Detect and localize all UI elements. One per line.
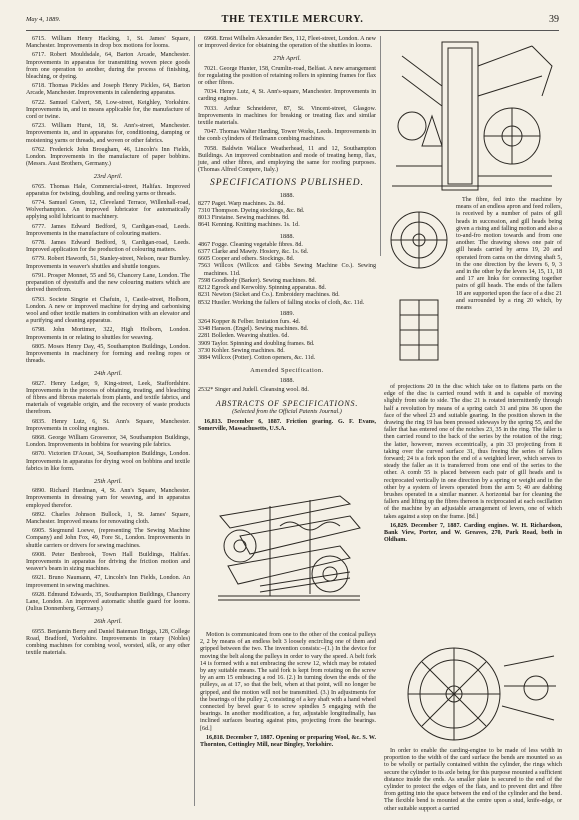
entries-26-april-cont xyxy=(198,36,376,50)
specification-line: 8277 Paget. Warp machines. 2s. 8d. xyxy=(198,200,285,207)
specification-line: 3264 Kopper & Felber. Imitation furs. 4d. xyxy=(198,318,301,325)
patent-entry: 6722. Samuel Calvert, 58, Low-street, Keighley, Yorkshire. Improvements in, and in means applicable for, the manufacture of cord or twine. xyxy=(26,99,190,121)
specification-line: 6605 Cooper and others. Stockings. 8d. xyxy=(198,256,295,263)
specification-line: 8532 Hustler. Working the fallers of falling stocks of cloth, &c. 11d. xyxy=(198,299,365,306)
patent-entry: 6765. Thomas Hale, Commercial-street, Halifax. Improved apparatus for twisting, doubling, and reeling yarns or threads. xyxy=(26,183,190,197)
patent-entry: 6774. Samuel Green, 12, Cleveland Terrace, Willenhall-road, Wolverhampton. An improved lubricator for automatically applying solid lubricant to machinery. xyxy=(26,200,190,221)
patent-entry: 6777. James Edward Bedford, 9, Cardigan-road, Leeds. Improvements in the manufacture of colouring matters. xyxy=(26,223,190,237)
friction-gearing-figure xyxy=(200,476,376,626)
patent-entry: 6870. Victorien D'Aoust, 34, Southampton Buildings, London. Improvements in apparatus for drying wool on bobbins and textile fabrics in like form. xyxy=(26,451,190,472)
year-heading: 1888. xyxy=(279,191,295,199)
year-heading: 1889. xyxy=(279,309,295,317)
publication-title: THE TEXTILE MERCURY. xyxy=(221,14,364,25)
patent-entry: 6827. Henry Ledger, 9, King-street, Leek, Staffordshire. Improvements in the process of obtaining, treating, and bleaching of fibres and fibrous materials from plants, and textile fabrics, and materials of vegetable origin, and the recovery of waste products therefrom. xyxy=(26,380,190,416)
section-25-april: 25th April. xyxy=(93,477,123,485)
specification-line: 3730 Kohler. Sewing machines. 8d. xyxy=(198,347,285,354)
patent-entry: 6805. Moses Henry Day, 45, Southampton Buildings, London. Improvements in machinery for forming and reeling ropes or threads. xyxy=(26,343,190,365)
patent-entry: 6715. William Henry Hacking, 1, St. James' Square, Manchester. Improvements in drop box motions for looms. xyxy=(26,36,190,50)
column-right-continuation xyxy=(384,384,562,546)
year-heading: 1888. xyxy=(279,377,295,385)
patent-entry: 6890. Richard Hardman, 4, St. Ann's Square, Manchester. Improvements in dressing yarn for weaving, and in apparatus employed therefor. xyxy=(26,488,190,509)
specifications-heading: SPECIFICATIONS PUBLISHED. xyxy=(210,178,364,189)
gill-box-continuation: of projections 20 in the disc which take on to flattens parts on the edge of the disc is carried round with it and is capable of moving slightly from side to side. The disc 21 is rotated intermittently through half a revolution by means of a spring catch 31 and pins 36 upon the face of the wheel 23 and suitable gearing. In the position shown in the drawing the ring 19 has been pressed sideways by the spring 55, and the faller that has entered one of the notches 23, 35 in the ring. The faller is then carried round to the back of the series by the rotation of the ring; the latter, however, moves eccentrically, a pin 33 projecting from it taking over the curved surface 31, thus freeing the series of fallers forward; 24 is a fork upon the end of a weighted lever, which serves to steady the faller as it is transferred from one end of the series to the other. A comb 55 is placed between each pair of gill heads and is reciprocated vertically in one direction by a spring or weight and in the other by a system of levers operated from the arm 5; 40 are dabbing brushes operated in a similar manner. A horizontal bar for cleaning the fallers and lifting up the fibres thereon is reciprocated at each oscillation of the machine by an adjustable arrangement of levers, one of which takes against a stop on the frame. [8d.] xyxy=(384,384,562,520)
entries-26-april xyxy=(26,629,190,658)
disc-detail-figure xyxy=(384,200,454,380)
entries-27-april xyxy=(198,66,376,175)
entries-22-april xyxy=(26,36,190,168)
abstract-entry-16818: 16,818. December 7, 1887. Opening or preparing Wool, &c. S. W. Thornton, Cottingley Mill, near Bingley, Yorkshire. xyxy=(200,734,376,749)
specs-list-1889 xyxy=(198,319,376,362)
section-24-april: 24th April. xyxy=(93,370,123,378)
specification-line: 6377 Clarke and Mawty. Hosiery, &c. 1s. 6d. xyxy=(198,249,309,256)
abstracts-subheading: (Selected from the Official Patents Journal.) xyxy=(232,407,342,415)
patent-entry: 6779. Robert Haworth, 51, Stanley-street, Nelson, near Burnley. Improvements in weaver's shuttles and shuttle tongues. xyxy=(26,256,190,270)
issue-date: May 4, 1889. xyxy=(26,16,61,23)
gill-box-description xyxy=(456,197,562,314)
patent-entry: 6778. James Edward Bedford, 9, Cardigan-road, Leeds. Improved application for the production of colouring matters. xyxy=(26,240,190,254)
patent-entry: 6718. Thomas Pickles and Joseph Henry Pickles, 64, Barton Arcade, Manchester. Improvements in calendering apparatus. xyxy=(26,83,190,97)
gill-box-paragraph: The fibre, fed into the machine by means of an endless apron and feed rollers, is received by a number of pairs of gill heads in succession, and gill heads being given a rising and falling motion and also a to-and-fro motion towards and from one another. The drawing shows one pair of gill heads carried by arms 19, 20 and operated from cams on the driving shaft 5, in the one direction by the levers 6, 9, 3 and in the other by the levers 14, 15, 11, 18 and 17 are links for connecting together pairs of gill heads. The ends of the fallers 18 are supported upon the face of a disc 21 and surrounded by a ring 20 which, by means xyxy=(456,197,562,312)
carding-engine-description xyxy=(384,748,562,815)
page-number: 39 xyxy=(549,14,559,25)
entries-25-april xyxy=(26,488,190,613)
patent-entry: 6793. Societe Singrie et Chafuin, 1, Castle-street, Holborn, London. A new or improved machine for drying and carbonising wool and other textile matters in combination with an elevator and a purifying and cleaning apparatus. xyxy=(26,296,190,325)
specification-line: 3884 Willcox (Potter). Cotton openers, &c. 11d. xyxy=(198,354,316,361)
patent-entry: 6892. Charles Johnson Bullock, 1, St. James' Square, Manchester. Improved means for renovating cloth. xyxy=(26,511,190,525)
patent-entry: 6921. Bruno Naumann, 47, Lincoln's Inn Fields, London. An improvement in sewing machines. xyxy=(26,575,190,589)
carding-paragraph: In order to enable the carding-engine to be made of less width in proportion to the width of the card surface the bends are mounted so as to be wholly or partially contained within the cylinder, the rings which secure the cylinder to its axle being for this purpose mounted a sufficient distance inside the ends. As smaller plate is secured to the end of the cylinder to protect the edges of the flats, and to prevent dirt and fibre from getting into the space between the end of the cylinder and the bend. The flexible bend is mounted at the centre upon a stud, knife-edge, or other suitable support a carried xyxy=(384,748,562,812)
specification-line: 8641 Kenning. Knitting machines. 1s. 1d. xyxy=(198,222,300,229)
patent-entry: 6955. Benjamin Berry and Daniel Bateman Briggs, 128, College Road, Bradford, Yorkshire. Improvements in rotary (Nobles) combing machines for combing wool, worsted, silk, or any other textile materials. xyxy=(26,628,190,657)
amended-heading: Amended Specification. xyxy=(250,367,324,375)
specification-line: 8212 Egrock and Kerwoltiy. Spinning apparatus. 8d. xyxy=(198,285,327,292)
abstract-entry-16829: 16,829. December 7, 1887. Carding engines. W. H. Richardson, Bank View, Porter, and W. Greaves, 270, Park Road, both in Oldham. xyxy=(384,522,562,544)
specification-line: 7598 Goodbody (Barker). Sewing machines. 8d. xyxy=(198,277,317,284)
column-divider xyxy=(380,36,381,256)
patent-entry: 7033. Arthur Schneiderer, 87, St. Vincent-street, Glasgow. Improvements in machines for breaking or treating flax and similar textile materials. xyxy=(198,105,376,127)
patent-entry: 6928. Edmund Edwards, 35, Southampton Buildings, Chancery Lane, London. An improved automatic shuttle guard for looms. (Julius Donnenberg, Germany.) xyxy=(26,591,190,613)
specification-line: 4867 Fogge. Cleaning vegetable fibres. 8d. xyxy=(198,241,303,248)
patent-entry: 6717. Robert Mouldsdale, 64, Barton Arcade, Manchester. Improvements in apparatus for transmitting woven piece goods from one operation to another, during the process of finishing, bleaching, or dyeing. xyxy=(26,52,190,81)
column-divider xyxy=(194,36,195,806)
abstract-body xyxy=(200,632,376,751)
patent-entry: 6723. William Hurst, 18, St. Ann's-street, Manchester. Improvements in, and in apparatus for, conditioning, damping or moistening yarns or threads, and woven or other fabrics. xyxy=(26,123,190,144)
specs-list-1888a xyxy=(198,201,376,230)
patent-entry: 7047. Thomas Walter Harding, Tower Works, Leeds. Improvements in the comb cylinders of Heilmann combing machines. xyxy=(198,129,376,143)
carding-engine-figure xyxy=(384,636,562,744)
patent-entry: 6868. George William Grosvenor, 34, Southampton Buildings, London. Improvements in bobbins for weaving pile fabrics. xyxy=(26,434,190,449)
patent-entry: 6905. Siegmund Loewe, (representing The Sewing Machine Company) and John Fox, 49, Fore St., London. Improvements in shuttle carriers or drivers for sewing machines. xyxy=(26,528,190,549)
patent-entry: 6908. Peter Benbrook, Town Hall Buildings, Halifax. Improvements in apparatus for driving the friction motion and weaver's beam in sizing machines. xyxy=(26,551,190,573)
amended-entry: 2532* Singer and Judell. Cleansing wool. 8d. xyxy=(198,386,309,393)
specification-line: 7563 Willcox (Willcox and Gibbs Sewing Machine Co.). Sewing machines. 11d. xyxy=(198,263,376,277)
column-left xyxy=(26,36,190,659)
section-27-april: 27th April. xyxy=(272,55,302,63)
specs-list-1888b xyxy=(198,242,376,307)
specification-line: 8231 Newton (Sicket and Co.). Embroidery machines. 8d. xyxy=(198,292,340,299)
header-rule xyxy=(26,30,559,31)
abstract-entry-16813: 16,813. December 6, 1887. Friction gearing. G. F. Evans, Somerville, Massachusetts, U.S.A. xyxy=(198,419,376,433)
abstracts-heading: ABSTRACTS OF SPECIFICATIONS. xyxy=(215,398,359,408)
specification-line: 7310 Thompson. Dyeing stockings, &c. 8d. xyxy=(198,208,305,215)
section-26-april: 26th April. xyxy=(93,618,123,626)
specification-line: 8013 Firstaine. Sewing machines. 8d. xyxy=(198,215,290,222)
patent-entry: 7058. Baldwin Wallace Weatherhead, 11 and 12, Southampton Buildings. An improved combination and mode of treating hemp, flax, jute, and other fibres, and employing the same for roofing purposes. (Thomas Alfred Compere, Italy.) xyxy=(198,145,376,174)
specification-line: 3909 Taylor. Spinning and doubling frames. 8d. xyxy=(198,340,315,347)
patent-entry: 6762. Frederick John Brougham, 46, Lincoln's Inn Fields, London. Improvements in the manufacture of paper bobbins. (Messrs. Aust Brothers, Germany.) xyxy=(26,146,190,168)
patent-entry: 6968. Ernst Wilhelm Alexander Bex, 112, Fleet-street, London. A new or improved device for obtaining the operation of the shuttles in looms. xyxy=(198,36,376,50)
patent-entry: 7034. Henry Lutz, 4, St. Ann's-square, Manchester. Improvements in carding engines. xyxy=(198,89,376,103)
patent-entry: 6835. Henry Lutz, 6, St. Ann's Square, Manchester. Improvements in cooling engines. xyxy=(26,418,190,432)
column-middle xyxy=(198,36,376,436)
patent-entry: 7021. George Hunter, 158, Crumlin-road, Belfast. A new arrangement for regulating the position of retaining rollers in spinning frames for flax or other fibres. xyxy=(198,65,376,87)
patent-entry: 6798. John Mortimer, 322, High Holborn, London. Improvements in or relating to shuttles for weaving. xyxy=(26,327,190,341)
page-header xyxy=(26,14,559,28)
year-heading: 1888. xyxy=(279,232,295,240)
specification-line: 2281 Bolleden. Weaving shuttles. 6d. xyxy=(198,333,289,340)
abstract-paragraph: Motion is communicated from one to the other of the conical pulleys 2, 2 by means of an endless belt 3 loosely encircling one of them and gripped between the two. The invention consists:--(1.) In the device for moving the belt along the pulleys in order to vary the speed. A belt fork 14 is formed with a nut embracing the screw 12, which may be rotated by any suitable means. The said fork is kept from rotating on the screw by an arm 15 embracing a rod 16. (2.) In turning down the ends of the pulleys, as at 17, so that the belt, when at that point, will no longer be gripped, and the motion will not be transmitted. (3.) In adjustments for the bearings of the pulley 2, consisting of a key shaft with a hand wheel connected by bevel gear 6 to screw spindles 5 engaging with the bearings. In another modification, a fur, adjustable longitudinally, has inclined surfaces bearing against pins, projecting from the bearings. [6d.] xyxy=(200,632,376,732)
specification-line: 3348 Hanson. (Engel). Sewing machines. 8d. xyxy=(198,326,309,333)
entries-23-april xyxy=(26,184,190,366)
patent-entry: 6791. Prosper Monnet, 55 and 56, Chancery Lane, London. The preparation of dyestuffs and the new colouring matters which are derived therefrom. xyxy=(26,272,190,294)
entries-24-april xyxy=(26,381,190,473)
section-23-april: 23rd April. xyxy=(93,173,123,181)
gill-box-machine-figure xyxy=(382,36,562,196)
